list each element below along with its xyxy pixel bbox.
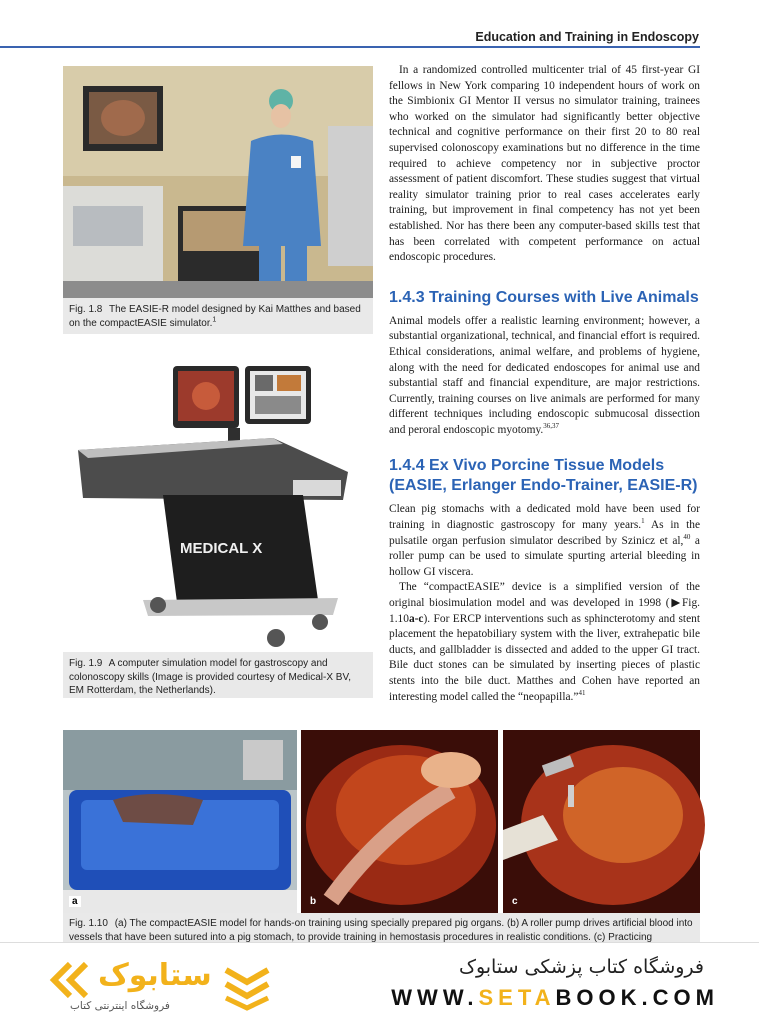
header-rule [0,46,700,48]
section-heading-1-4-4: 1.4.4 Ex Vivo Porcine Tissue Models (EASIE, Erlanger Endo-Trainer, EASIE-R) [389,457,698,495]
caption-text: A computer simulation model for gastroscopy and colonoscopy skills (Image is provided courtesy of Medical-X BV, EM Rotterdam, the Netherlands). [69,658,351,696]
reference: 41 [578,688,586,697]
url-suffix: BOOK.COM [555,985,719,1010]
logo-book-icon [222,962,272,1010]
intro-paragraph: In a randomized controlled multicenter trial of 45 first-year GI fellows in New York comparing 10 independent hours of work on the Simbionix GI Mentor II versus no simulator training, trainees who worked on the simulator had significantly better objective technical and cognitive performance on their first 20 to 80 real supervised colonoscopy examinations but no difference in the time required to achieve competency nor in subjective proctor assessment of patient discomfort. These studies suggest that virtual reality simulator training prior to real cases accelerates early training, but improvement in final competency has not yet been established. Nor has there been any computer-based skills test that has been correlated with competent performance on actual endoscopic procedures. [389,64,700,264]
fig-number: Fig. 1.10 [69,918,108,929]
store-name: فروشگاه کتاب پزشکی ستابوک [458,956,704,978]
fig-1-10-panel-c [503,730,700,913]
reference: 1 [212,316,217,324]
url-prefix: WWW. [391,985,479,1010]
paragraph-text: As in the pulsatile organ perfusion simulator described by Szinicz et al, [389,519,700,547]
fig-1-8-photo [63,66,373,298]
store-url[interactable] [391,985,719,1011]
right-column [389,63,700,705]
section-1-4-3-paragraph [389,314,700,439]
section-heading-1-4-3: 1.4.3 Training Courses with Live Animals [389,288,699,306]
paragraph-text: The “compactEASIE” device is a simplified version of the original biosimulation model and was developed in 1998 (▶Fig. 1.10 [389,581,700,625]
paragraph-text: Clean pig stomachs with a dedicated mold have been used for training in diagnostic gastroscopy for many years. [389,503,700,532]
fig-1-10-panel-a [63,730,297,913]
figure-panel-reference: a-c [408,612,424,625]
running-header: Education and Training in Endoscopy [475,30,699,44]
reference: 40 [683,532,691,541]
logo-word: ستابوک [98,958,212,993]
panel-letter-b: b [310,896,317,907]
paragraph-text: Animal models offer a realistic learning environment; however, a substantial organizational, technical, and financial effort is required. Ethical considerations, animal welfare, and problems of hygiene, along with the need for dedicated endoscopes for animal use and substantial staff and financial expenditure, are major restrictions. Currently, training courses on live animals are performed for many different techniques including endoscopic submucosal dissection and peroral endoscopic myotomy. [389,314,700,436]
caption-text: vessels that have been sutured into a pig stomach, to provide training in hemostasis procedures in realistic conditions. (c) Practicing [69,931,653,943]
logo-subtitle: فروشگاه اینترنتی کتاب [70,1000,170,1012]
caption-text: The EASIE-R model designed by Kai Matthes and based on the compactEASIE simulator. [69,304,361,329]
section-1-4-4-paragraph-2 [389,580,700,705]
fig-1-10-panel-b [301,730,498,913]
fig-number: Fig. 1.8 [69,304,103,315]
panel-letter-a: a [69,896,81,907]
paragraph-text: ). For ERCP interventions such as sphincterotomy and stent placement the hepatobiliary system with the liver, extrahepatic bile ducts, and gallbladder is dissected and added to the upper GI tract. Bile duct stones can be simulated by inserting pieces of plastic stents into the bile duct. Matthes and Cohen have reported an interesting model called the “neopapilla.” [389,612,700,703]
paragraph-text: a roller pump can be used to simulate spurting arterial bleeding in hollow GI viscera. [389,534,700,578]
section-1-4-4-paragraph-1 [389,502,700,580]
url-accent: SETA [478,985,556,1010]
reference: 1 [641,517,645,526]
fig-1-10-caption [63,913,700,943]
panel-letter-c: c [512,896,518,907]
fig-number: Fig. 1.9 [69,658,103,669]
caption-text: (a) The compactEASIE model for hands-on training using specially prepared pig organs. (b) A roller pump drives artificial blood into [114,918,693,929]
fig-1-9-photo [63,360,373,652]
logo-chevrons-icon [48,960,98,1000]
fig-1-9-caption [63,652,373,698]
fig-1-8-caption [63,298,373,334]
medical-x-brand: MEDICAL X [180,540,263,557]
reference: 36,37 [543,422,560,431]
